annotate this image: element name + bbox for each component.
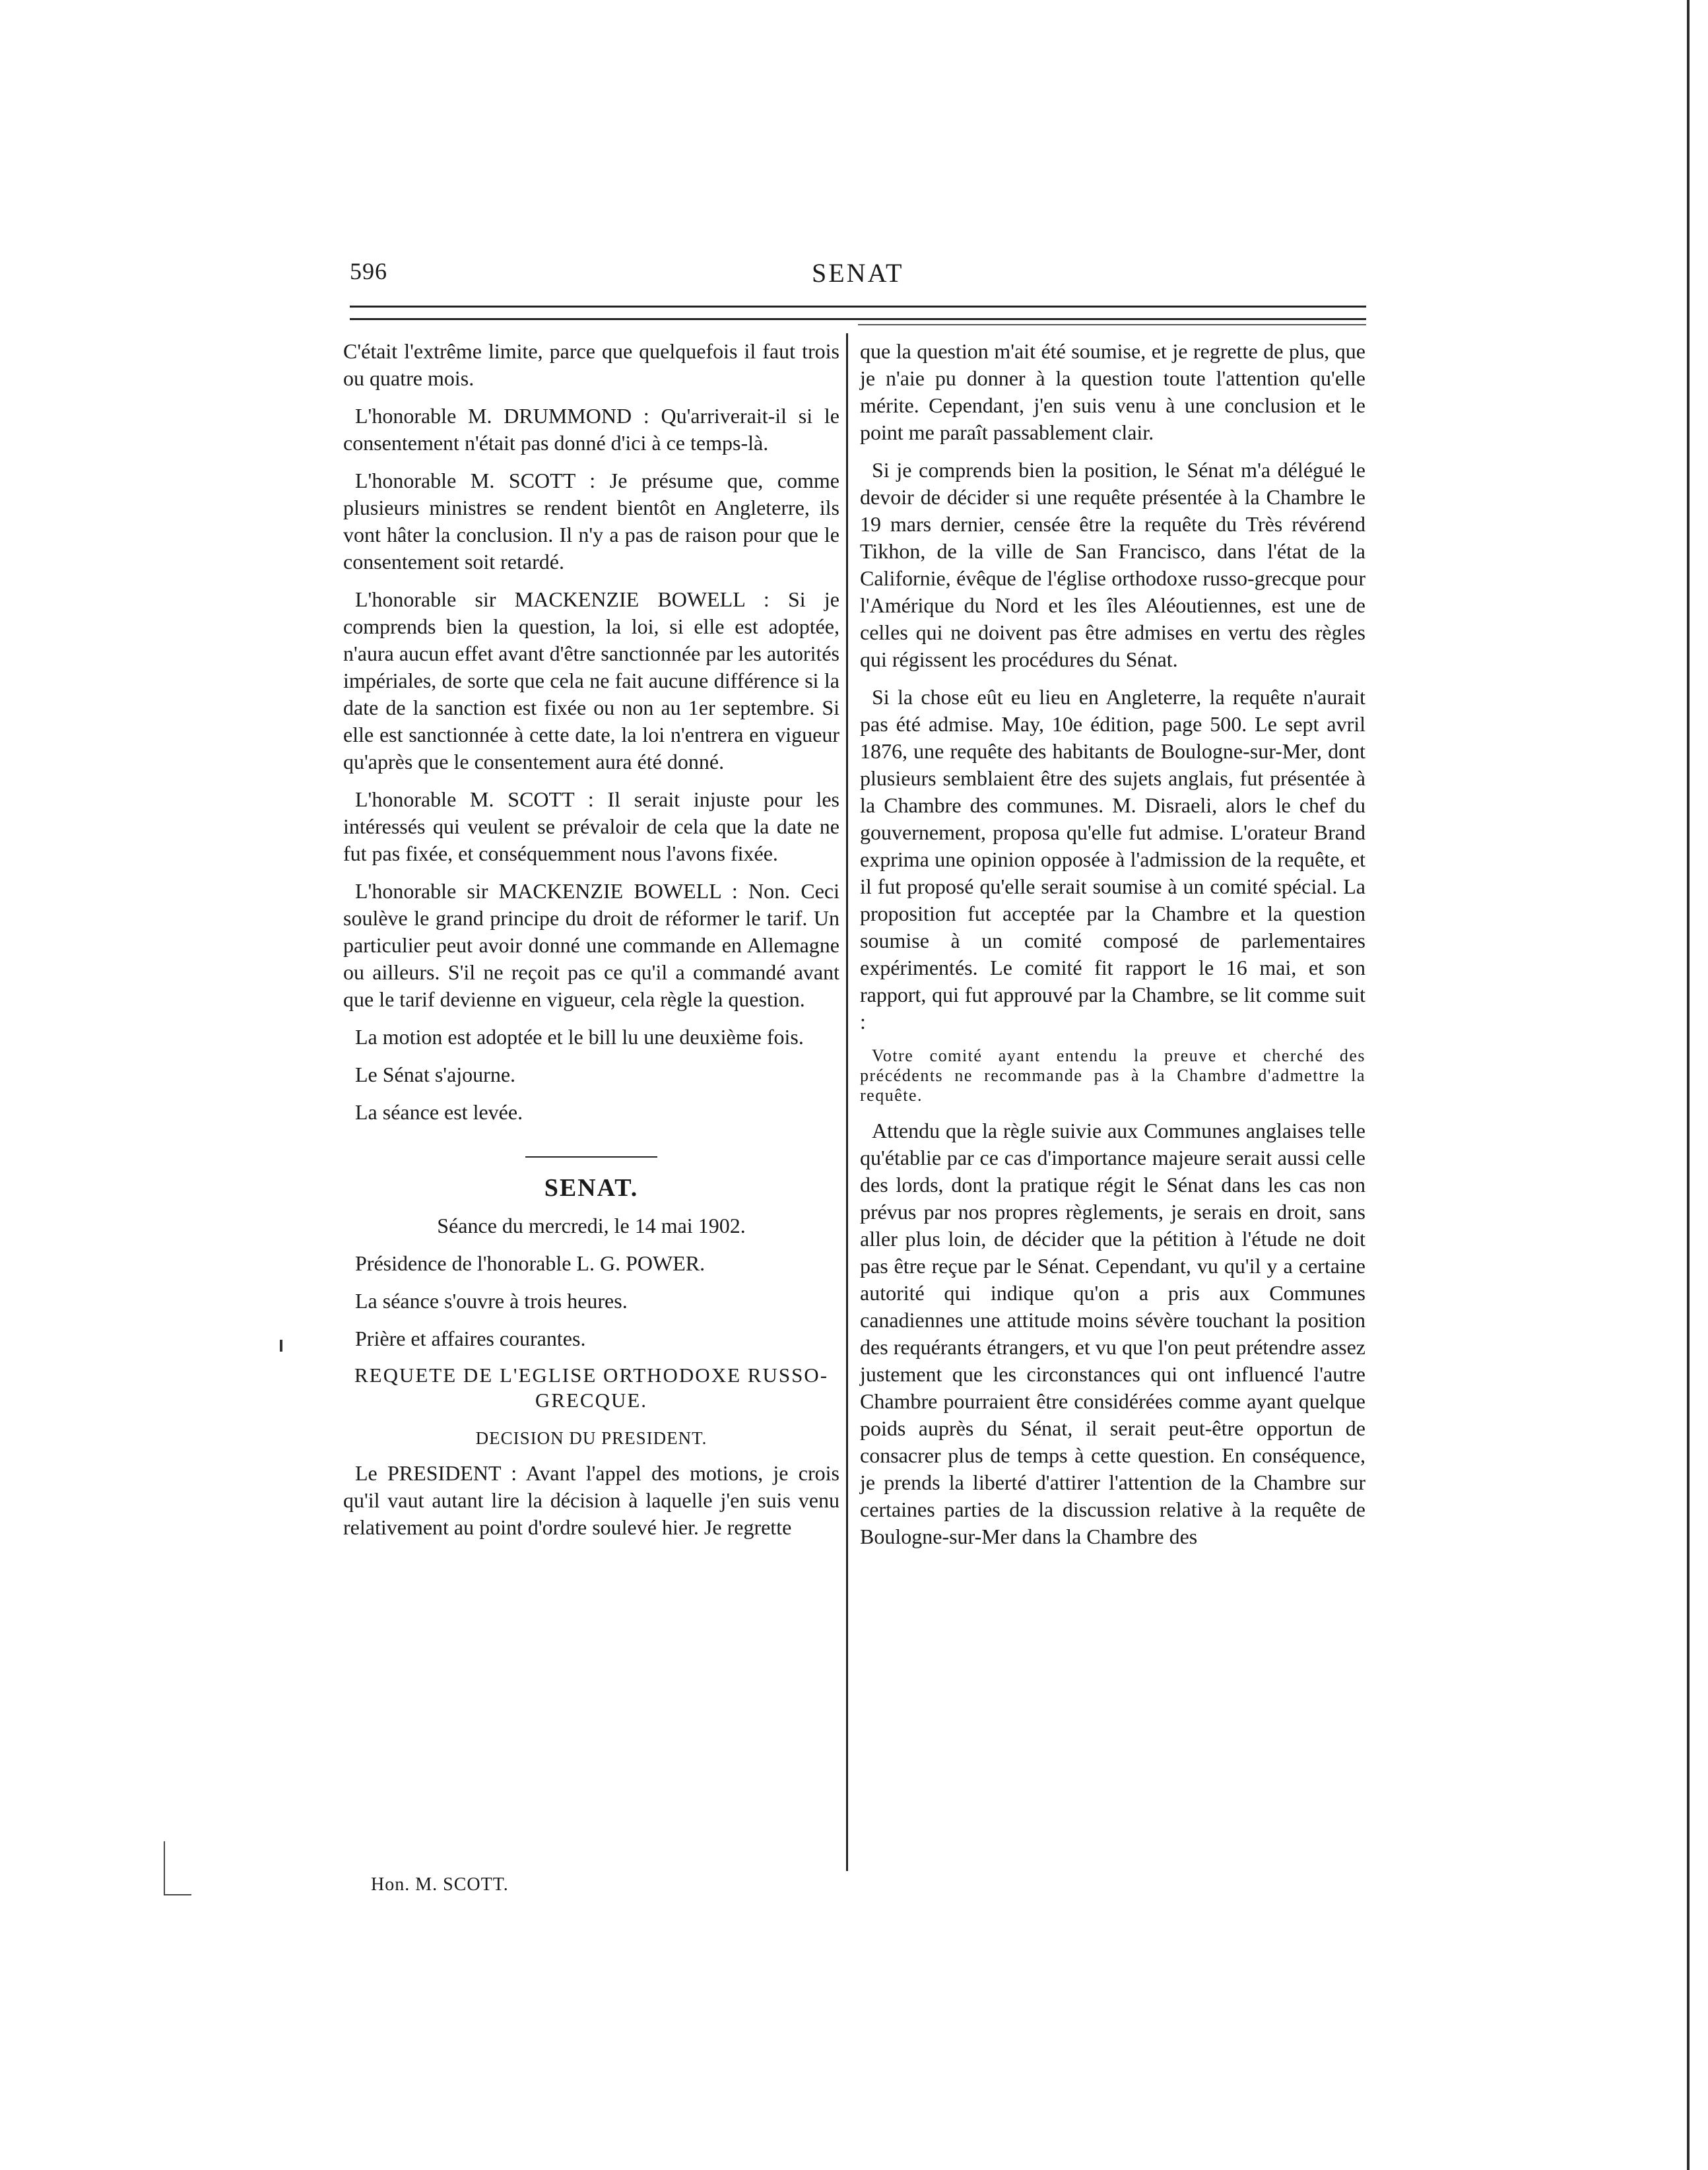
paragraph: C'était l'extrême limite, parce que quelquefois il faut trois ou quatre mois.: [343, 339, 839, 390]
paragraph: L'honorable sir MACKENZIE BOWELL : Si je comprends bien la question, la loi, si elle est adoptée, n'aura aucun effet avant d'être sanctionnée par les autorités impériales, de sorte que cela ne fait aucune différence si la date de la sanction est fixée ou non au 1er septembre. Si elle est sanctionnée à cette date, la loi n'entrera en vigueur qu'après que le consentement aura été donné.: [343, 587, 839, 773]
opening-line: La séance s'ouvre à trois heures.: [355, 1289, 628, 1313]
margin-mark: [280, 1340, 282, 1352]
presidency-line: Présidence de l'honorable L. G. POWER.: [355, 1251, 706, 1275]
subject-heading: REQUETE DE L'EGLISE ORTHODOXE RUSSO-GRECQUE.: [354, 1364, 829, 1412]
column-divider: [846, 333, 848, 1871]
header-double-rule: [350, 306, 1366, 320]
paragraph: La séance est levée.: [355, 1100, 523, 1124]
paragraph: L'honorable M. SCOTT : Il serait injuste pour les intéressés qui veulent se prévaloir de cela que la date ne fut pas fixée, et conséquemment nous l'avons fixée.: [343, 787, 839, 865]
page-number: 596: [350, 258, 387, 284]
left-column: [343, 338, 839, 1552]
paragraph: Si je comprends bien la position, le Sénat m'a délégué le devoir de décider si une requête présentée à la Chambre le 19 mars dernier, censée être la requête du Très révérend Tikhon, de la ville de San Francisco, dans l'état de la Californie, évêque de l'église orthodoxe russo-grecque pour l'Amérique du Nord et les îles Aléoutiennes, est une de celles qui ne doivent pas être admises en vertu des règles qui régissent les procédures du Sénat.: [860, 458, 1365, 671]
decision-heading: DECISION DU PRESIDENT.: [475, 1428, 707, 1448]
right-column: [860, 338, 1365, 1561]
header-thin-rule: [858, 324, 1366, 325]
paragraph: que la question m'ait été soumise, et je regrette de plus, que je n'aie pu donner à la question toute l'attention qu'elle mérite. Cependant, j'en suis venu à une conclusion et le point me paraît passablement clair.: [860, 339, 1365, 444]
page-edge-line: [1687, 0, 1690, 2170]
corner-mark: [164, 1841, 191, 1895]
president-paragraph: Le PRESIDENT : Avant l'appel des motions, je crois qu'il vaut autant lire la décision à laquelle j'en suis venu relativement au point d'ordre soulevé hier. Je regrette: [343, 1461, 839, 1539]
section-title: SENAT.: [544, 1174, 639, 1202]
running-head: SENAT: [812, 258, 904, 288]
prayers-line: Prière et affaires courantes.: [355, 1327, 586, 1350]
paragraph: L'honorable sir MACKENZIE BOWELL : Non. Ceci soulève le grand principe du droit de réformer le tarif. Un particulier peut avoir donné une commande en Allemagne ou ailleurs. S'il ne reçoit pas ce qu'il a commandé avant que le tarif devienne en vigueur, cela règle la question.: [343, 879, 839, 1011]
committee-report-quote: Votre comité ayant entendu la preuve et cherché des précédents ne recommande pas à la Chambre d'admettre la requête.: [860, 1046, 1365, 1105]
paragraph: La motion est adoptée et le bill lu une deuxième fois.: [355, 1025, 804, 1049]
paragraph: L'honorable M. DRUMMOND : Qu'arriverait-il si le consentement n'était pas donné d'ici à ce temps-là.: [343, 404, 839, 455]
sitting-date: Séance du mercredi, le 14 mai 1902.: [437, 1214, 746, 1237]
paragraph: L'honorable M. SCOTT : Je présume que, comme plusieurs ministres se rendent bientôt en Angleterre, ils vont hâter la conclusion. Il n'y a pas de raison pour que le consentement soit retardé.: [343, 469, 839, 574]
footer-speaker-name: Hon. M. SCOTT.: [371, 1874, 509, 1895]
page-header: [350, 257, 1366, 297]
paragraph: Attendu que la règle suivie aux Communes anglaises telle qu'établie par ce cas d'importance majeure serait aussi celle des lords, dont la pratique régit le Sénat dans les cas non prévus par nos propres règlements, je serais en droit, sans aller plus loin, de décider que la pétition à l'étude ne doit pas être reçue par le Sénat. Cependant, vu qu'il y a certaine autorité qui indique qu'on a pris aux Communes canadiennes une attitude moins sévère touchant la position des requérants étrangers, et vu que l'on peut prétendre assez justement que les circonstances qui ont influencé l'autre Chambre pourraient être considérées comme ayant quelque poids auprès du Sénat, il serait peut-être opportun de consacrer plus de temps à cette question. En conséquence, je prends la liberté d'attirer l'attention de la Chambre sur certaines parties de la discussion relative à la requête de Boulogne-sur-Mer dans la Chambre des: [860, 1119, 1365, 1548]
section-rule: [525, 1156, 657, 1158]
paragraph: Si la chose eût eu lieu en Angleterre, la requête n'aurait pas été admise. May, 10e édition, page 500. Le sept avril 1876, une requête des habitants de Boulogne-sur-Mer, dont plusieurs semblaient être des sujets anglais, fut présentée à la Chambre des communes. M. Disraeli, alors le chef du gouvernement, proposa qu'elle fut admise. L'orateur Brand exprima une opinion opposée à l'admission de la requête, et il fut proposé qu'elle serait soumise à un comité spécial. La proposition fut acceptée par la Chambre et la question soumise à un comité composé de parlementaires expérimentés. Le comité fit rapport le 16 mai, et son rapport, qui fut approuvé par la Chambre, se lit comme suit :: [860, 685, 1365, 1034]
paragraph: Le Sénat s'ajourne.: [355, 1063, 516, 1086]
